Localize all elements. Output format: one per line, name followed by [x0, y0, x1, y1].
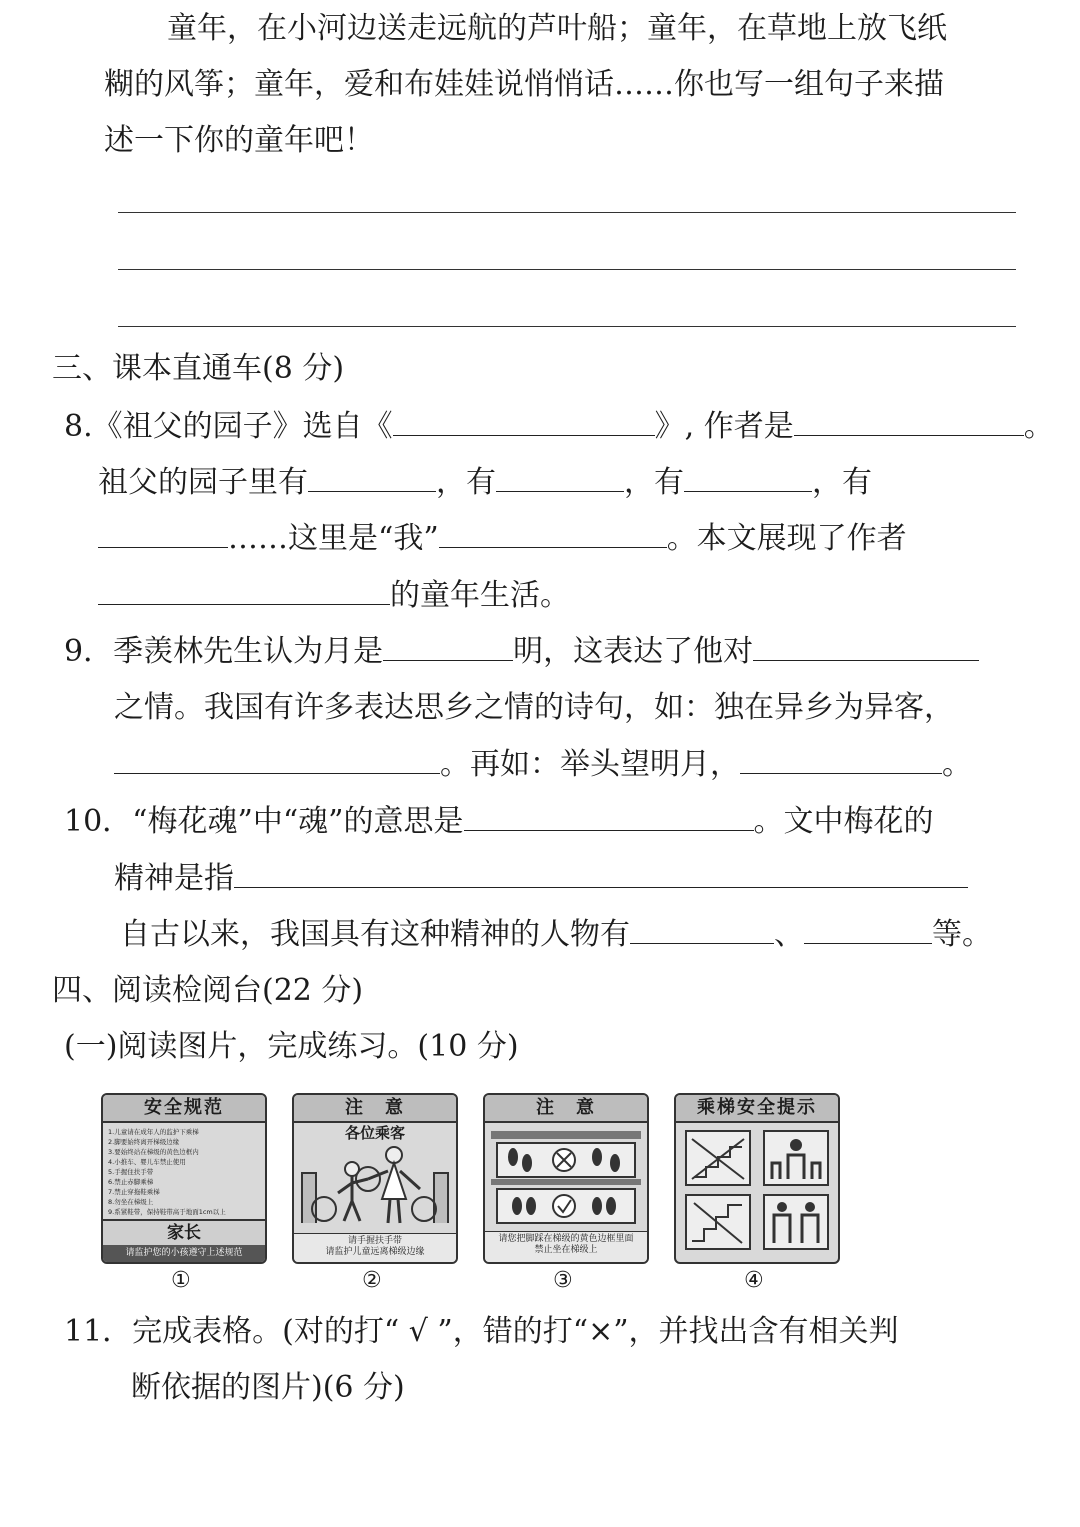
- picture-1-parent-label: 家长: [103, 1219, 265, 1245]
- picture-2-footer: [294, 1233, 456, 1262]
- q8-blank-7[interactable]: [98, 574, 390, 605]
- q11-line-1: 11．完成表格。(对的打“ √ ”，错的打“×”，并找出含有相关判: [64, 1314, 899, 1349]
- q8-comma-3: ，有: [812, 465, 872, 500]
- rule-9: 9.系紧鞋带，保持鞋带高于地面1cm以上: [108, 1208, 226, 1216]
- picture-4-escalator-tips: [674, 1093, 840, 1264]
- picture-label-3: ③: [553, 1268, 573, 1293]
- escalator-tips-icons: [676, 1123, 838, 1263]
- q10-line-2: [114, 857, 968, 900]
- q9-line-1: [64, 630, 979, 673]
- rule-4: 4.小推车、婴儿车禁止使用: [108, 1158, 186, 1166]
- q8-blank-5[interactable]: [98, 517, 228, 548]
- rule-7: 7.禁止穿拖鞋乘梯: [108, 1188, 160, 1196]
- intro-line-3: 述一下你的童年吧！: [104, 123, 374, 158]
- q10-l2: 精神是指: [114, 861, 234, 896]
- picture-3-step-edges: [483, 1093, 649, 1264]
- q11-line-2: 断依据的图片)(6 分): [131, 1370, 405, 1405]
- picture-3-title: 注 意: [485, 1095, 647, 1123]
- picture-1-footer: 请监护您的小孩遵守上述规范: [103, 1245, 265, 1262]
- q8-line-1: [64, 405, 1054, 448]
- q8-comma-1: ，有: [436, 465, 496, 500]
- picture-2-title: 注 意: [294, 1095, 456, 1123]
- footprint-illustration: [485, 1127, 647, 1227]
- q9-blank-1[interactable]: [383, 630, 513, 661]
- q9-a: 9．季羡林先生认为月是: [64, 634, 384, 669]
- section-4-title: 四、阅读检阅台(22 分): [52, 973, 364, 1008]
- q10-blank-2[interactable]: [234, 857, 968, 888]
- rule-8: 8.勿坐在梯级上: [108, 1198, 154, 1206]
- q8-blank-6[interactable]: [439, 517, 667, 548]
- q10-line-3: [120, 913, 992, 956]
- q8-l2a: 祖父的园子里有: [98, 465, 308, 500]
- q10-blank-1[interactable]: [464, 800, 754, 831]
- q9-line-2: 之情。我国有许多表达思乡之情的诗句，如：独在异乡为异客，: [114, 690, 954, 725]
- picture-1-safety-rules: [101, 1093, 267, 1264]
- q8-l4: 的童年生活。: [390, 578, 570, 613]
- answer-line-3[interactable]: [118, 326, 1016, 327]
- q9-blank-2[interactable]: [753, 630, 979, 661]
- q9-l3a: 。再如：举头望明月，: [440, 747, 740, 782]
- section-3-title: 三、课本直通车(8 分): [52, 351, 345, 386]
- escalator-people-illustration: [294, 1143, 456, 1227]
- picture-2-handrail: [292, 1093, 458, 1264]
- q8-blank-2[interactable]: [308, 461, 436, 492]
- picture-1-title: 安全规范: [103, 1095, 265, 1123]
- q8-end: 。: [1023, 409, 1054, 444]
- picture-label-2: ②: [362, 1268, 382, 1293]
- rule-5: 5.手握住扶手带: [108, 1168, 154, 1176]
- q8-line-2: [98, 461, 872, 504]
- q10-blank-3[interactable]: [630, 913, 774, 944]
- q10-sep: 、: [774, 917, 804, 952]
- q8-line-4: [98, 574, 570, 617]
- intro-line-1: 童年，在小河边送走远航的芦叶船；童年，在草地上放飞纸: [167, 11, 947, 46]
- q8-mid: 》, 作者是: [654, 409, 794, 444]
- picture-2-footer-line-2: 请监护儿童远离梯级边缘: [325, 1247, 425, 1257]
- q8-blank-3[interactable]: [496, 461, 624, 492]
- q9-blank-3[interactable]: [114, 743, 440, 774]
- answer-line-2[interactable]: [118, 269, 1016, 270]
- rule-1: 1.儿童请在成年人的监护下乘梯: [108, 1128, 199, 1136]
- q8-l3a: ……这里是“我”: [228, 521, 439, 556]
- rule-6: 6.禁止赤脚乘梯: [108, 1178, 154, 1186]
- q10-blank-4[interactable]: [804, 913, 932, 944]
- q8-blank-4[interactable]: [684, 461, 812, 492]
- q9-line-3: [114, 743, 972, 786]
- intro-line-2: 糊的风筝；童年，爱和布娃娃说悄悄话……你也写一组句子来描: [104, 67, 944, 102]
- answer-line-1[interactable]: [118, 212, 1016, 213]
- picture-3-footer-line-1: 请您把脚踩在梯级的黄色边框里面: [498, 1234, 634, 1244]
- q10-b: 。文中梅花的: [753, 804, 934, 839]
- picture-3-footer-line-2: 禁止坐在梯级上: [534, 1245, 598, 1255]
- rule-2: 2.脚要始终离开梯级边缘: [108, 1138, 180, 1146]
- q9-l3b: 。: [942, 747, 972, 782]
- q8-line-3: [98, 517, 907, 560]
- picture-2-footer-line-1: 请手握扶手带: [347, 1236, 402, 1246]
- picture-3-footer: [485, 1231, 647, 1262]
- picture-label-1: ①: [171, 1268, 191, 1293]
- q10-l3a: 自古以来，我国具有这种精神的人物有: [120, 917, 630, 952]
- q9-blank-4[interactable]: [740, 743, 942, 774]
- q10-a: 10．“梅花魂”中“魂”的意思是: [64, 804, 464, 839]
- rule-3: 3.要始终站在梯级的黄色边框内: [108, 1148, 199, 1156]
- part-1-title: (一)阅读图片，完成练习。(10 分): [64, 1029, 519, 1064]
- picture-label-4: ④: [744, 1268, 764, 1293]
- picture-4-title: 乘梯安全提示: [676, 1095, 838, 1123]
- picture-2-subtitle: 各位乘客: [344, 1124, 405, 1142]
- q8-l3b: 。本文展现了作者: [666, 521, 907, 556]
- q10-line-1: [64, 800, 934, 843]
- q8-prefix: 8.《祖父的园子》选自《: [64, 409, 393, 444]
- q8-comma-2: ，有: [624, 465, 684, 500]
- q8-blank-author[interactable]: [794, 405, 1024, 436]
- q8-blank-book[interactable]: [393, 405, 655, 436]
- q9-b: 明，这表达了他对: [513, 634, 754, 669]
- q10-l3b: 等。: [932, 917, 992, 952]
